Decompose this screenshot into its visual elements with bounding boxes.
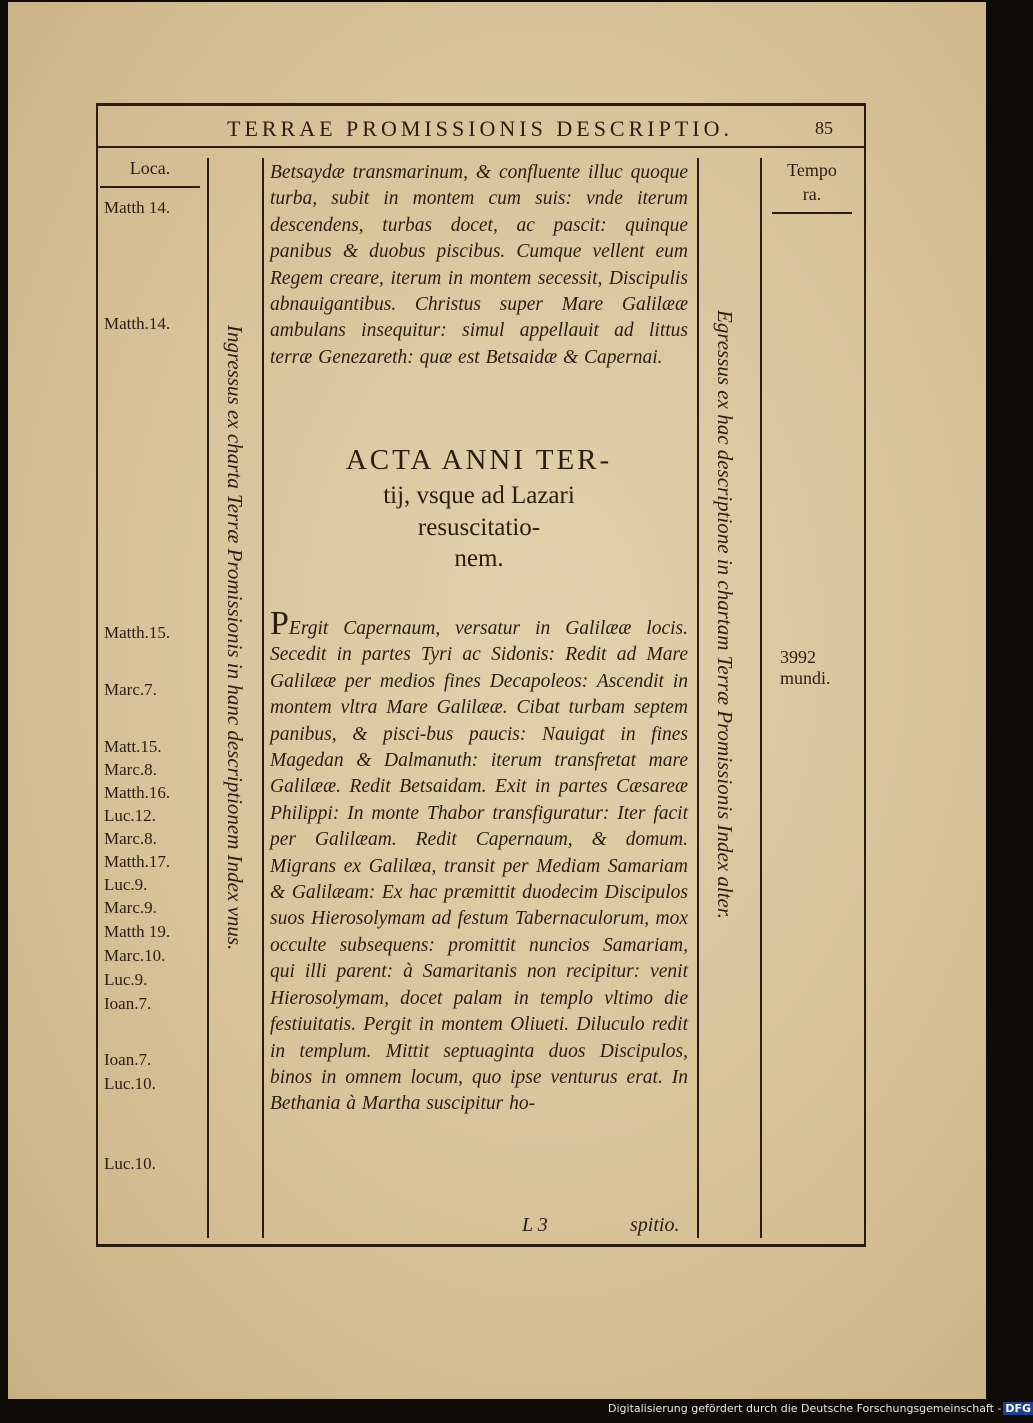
frame-right [864, 103, 866, 1247]
section-title-line3: resuscitatio- [417, 514, 541, 541]
dfg-logo: DFG [1005, 1402, 1032, 1415]
tempora-heading-line2: ra. [802, 184, 822, 204]
drop-cap: P [270, 605, 289, 642]
section-title-line4: nem. [454, 545, 504, 572]
margin-ref: Matth.14. [104, 314, 171, 333]
digitization-credit [608, 1402, 1033, 1415]
frame-left [96, 103, 98, 1247]
loca-underline [100, 186, 200, 188]
paragraph-main-text: Ergit Capernaum, versatur in Galilææ locis. Secedit in partes Tyri ac Sidonis: Redit ad Mare Galilææ per medios fines Decapoleos: Ascendit in montem vltra Mare Galilææ. Cibat turbam septem panibus, & pisci-bus paucis: Nauigat in fines Magedan & Dalmanuth: iterum transfretat mare Galilææ. Redit Betsaidam. Exit in partes Cæsareæ Philippi: In monte Thabor transfiguratur: Iter facit per Galilæam. Redit Capernaum, & domum. Migrans ex Galilæa, transit per Mediam Samariam & Galilæam: Ex hac præmittit duodecim Discipulos suos Hierosolymam ad festum Tabernaculorum, mox occulte subsequens: promittit nuncios Samariam, qui illi parent: à Samaritanis non recipitur: venit Hierosolymam, docet palam in templo vltimo die festiuitatis. Pergit in montem Oliueti. Diluculo redit in templum. Mittit septuaginta duos Discipulos, binos in omnem locum, quo ipse venturus erat. In Bethania à Martha suscipitur ho- [270, 618, 688, 1115]
tempora-underline [772, 212, 852, 214]
year-note-line2: mundi. [780, 668, 831, 688]
margin-ref: Matth.15. [104, 623, 171, 642]
header-rule [96, 146, 866, 148]
bottom-rule [96, 1244, 866, 1247]
left-vertical-index: Ingressus ex charta Terræ Promissionis in hanc descriptionem Index vnus. [223, 325, 247, 951]
margin-ref: Luc.9. [104, 875, 148, 894]
margin-ref: Matt.15. [104, 737, 162, 756]
running-header: TERRAE PROMISSIONIS DESCRIPTIO. [227, 116, 733, 141]
paragraph-continuation: Betsaydæ transmarinum, & confluente illuc quoque turba, subit in montem cum suis: vnde iterum descendens, turbas docet, ac pascit: quinque panibus & duobus piscibus. Cumque vellent eum Regem creare, iterum in montem secessit, Discipulis abnauigantibus. Christus super Mare Galilææ ambulans insequitur: simul appellauit ad littus terræ Genezareth: quæ est Betsaidæ & Capernai. [270, 162, 688, 368]
margin-ref: Ioan.7. [104, 994, 152, 1013]
margin-ref: Luc.9. [104, 970, 148, 989]
margin-ref: Marc.10. [104, 946, 166, 965]
margin-ref: Ioan.7. [104, 1050, 152, 1069]
loca-heading: Loca. [129, 158, 171, 178]
right-vertical-index: Egressus ex hac descriptione in chartam Terræ Promissionis Index alter. [713, 310, 737, 919]
section-title-line1: ACTA ANNI TER- [345, 444, 613, 476]
section-title-line2: tij, vsque ad Lazari [383, 482, 575, 509]
margin-ref: Luc.10. [104, 1074, 156, 1093]
credit-text: Digitalisierung gefördert durch die Deutsche Forschungsgemeinschaft - [608, 1402, 1002, 1415]
margin-ref: Marc.9. [104, 898, 157, 917]
margin-ref: Luc.10. [104, 1154, 156, 1173]
margin-ref: Matth.17. [104, 852, 171, 871]
signature-mark: L 3 [522, 1214, 548, 1236]
column-rule-1 [207, 158, 209, 1238]
page-number: 85 [815, 118, 833, 138]
margin-ref: Marc.7. [104, 680, 157, 699]
year-note-line1: 3992 [780, 647, 816, 667]
margin-ref: Luc.12. [104, 806, 156, 825]
column-rule-3 [697, 158, 699, 1238]
top-rule [96, 103, 866, 106]
margin-ref: Marc.8. [104, 760, 157, 779]
margin-ref: Matth 14. [104, 198, 171, 217]
column-rule-4 [760, 158, 762, 1238]
margin-ref: Matth.16. [104, 783, 171, 802]
tempora-heading-line1: Tempo [787, 160, 837, 180]
paragraph-main [270, 605, 688, 1118]
margin-ref: Matth 19. [104, 922, 171, 941]
margin-ref: Marc.8. [104, 829, 157, 848]
column-rule-2 [262, 158, 264, 1238]
catchword: spitio. [630, 1214, 680, 1236]
